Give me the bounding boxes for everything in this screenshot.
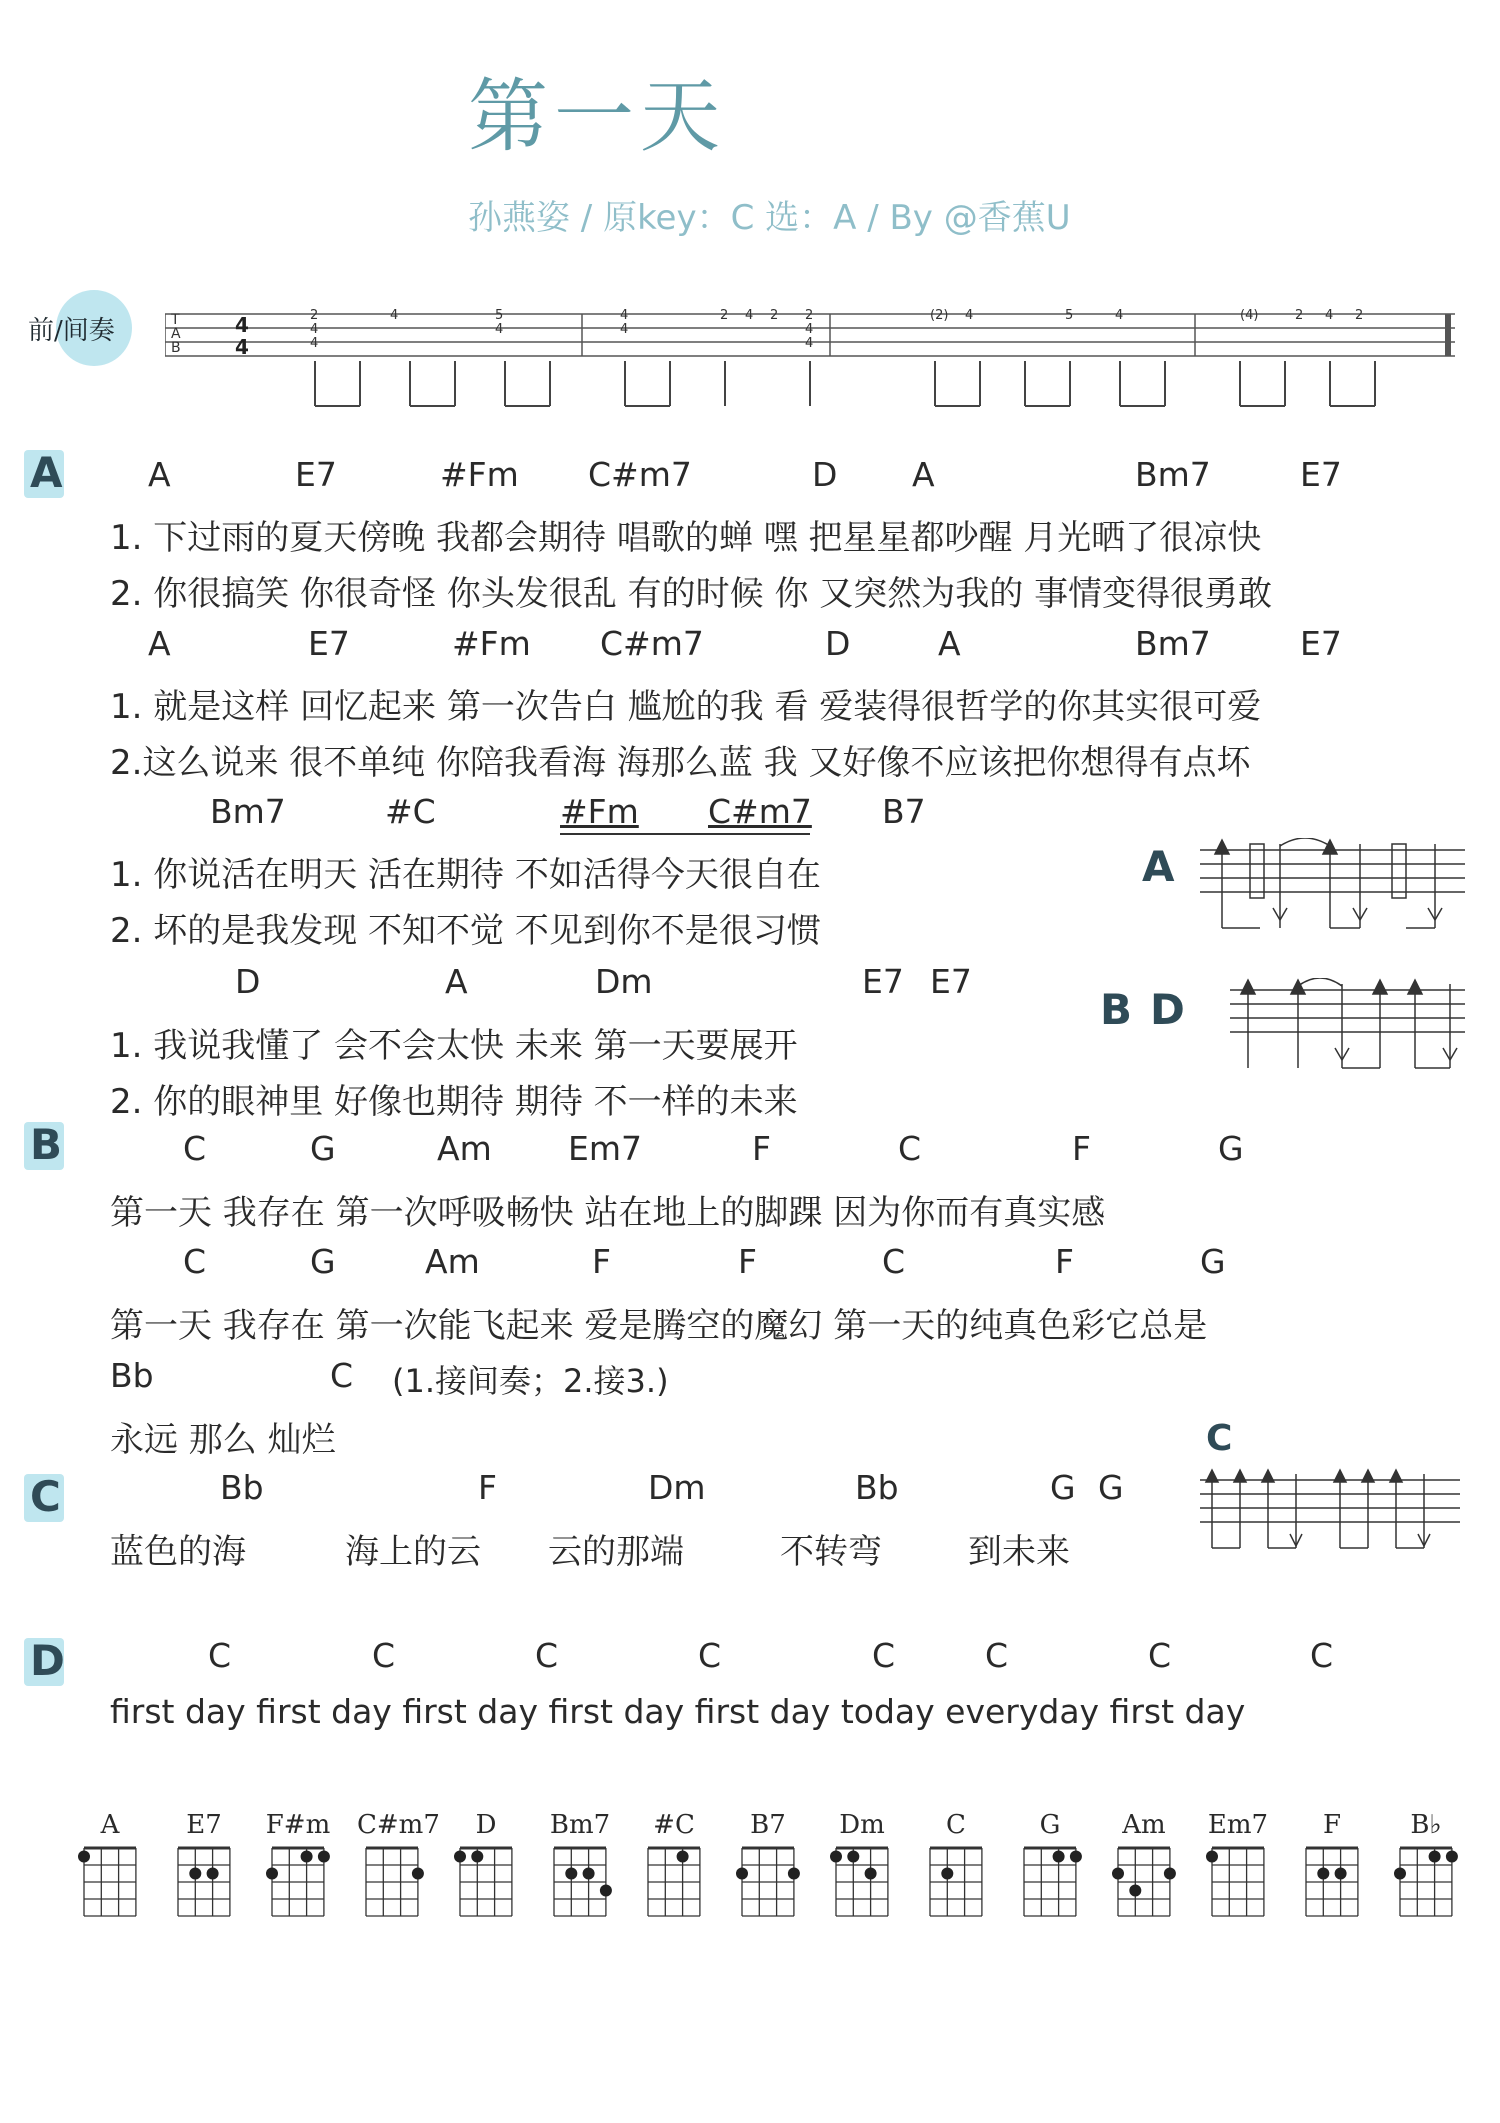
finger-dot xyxy=(736,1868,748,1880)
chord-diagram-name: B♭ xyxy=(1410,1810,1442,1840)
finger-dot xyxy=(565,1868,577,1880)
strum-label-A: A xyxy=(1142,842,1175,891)
song-subtitle: 孙燕姿 / 原key：C 选：A / By @香蕉U xyxy=(468,198,1071,238)
chord: #C xyxy=(385,792,436,831)
chord: Bm7 xyxy=(1135,624,1211,663)
chord-fretboard xyxy=(258,1844,338,1924)
lyric-line: first day first day first day first day first day today everyday first day xyxy=(110,1692,1246,1731)
chord: C xyxy=(872,1636,896,1675)
chord-diagram-name: B7 xyxy=(750,1810,786,1840)
chord: C xyxy=(985,1636,1009,1675)
lyric-line: 2. 坏的是我发现 不知不觉 不见到你不是很习惯 xyxy=(110,911,821,951)
chord: E7 xyxy=(1300,624,1342,663)
finger-dot xyxy=(941,1868,953,1880)
lyric-line: 第一天 我存在 第一次能飞起来 爱是腾空的魔幻 第一天的纯真色彩它总是 xyxy=(110,1306,1208,1346)
svg-text:2: 2 xyxy=(310,308,319,323)
chord: A xyxy=(148,624,171,663)
chord: C xyxy=(698,1636,722,1675)
strum-pattern-A xyxy=(1200,838,1465,938)
svg-text:4: 4 xyxy=(495,322,504,337)
finger-dot xyxy=(412,1868,424,1880)
svg-text:2: 2 xyxy=(1295,308,1304,323)
finger-dot xyxy=(1317,1868,1329,1880)
chord: F xyxy=(738,1242,757,1281)
intro-badge xyxy=(22,296,162,360)
section-label-A: A xyxy=(30,448,63,497)
chord: G xyxy=(310,1129,336,1168)
svg-text:4: 4 xyxy=(805,336,814,351)
lyric-line: 1. 下过雨的夏天傍晚 我都会期待 唱歌的蝉 嘿 把星星都吵醒 月光晒了很凉快 xyxy=(110,518,1262,558)
tab-B: B xyxy=(171,340,181,356)
chord: C xyxy=(1148,1636,1172,1675)
chord: C xyxy=(535,1636,559,1675)
lyric-phrase: 不转弯 xyxy=(780,1532,882,1572)
finger-dot xyxy=(301,1851,313,1863)
svg-text:4: 4 xyxy=(310,322,319,337)
finger-dot xyxy=(1070,1851,1082,1863)
chord: G xyxy=(1200,1242,1226,1281)
finger-dot xyxy=(1429,1851,1441,1863)
chord-diagram-name: Bm7 xyxy=(549,1810,611,1840)
chord: C xyxy=(330,1356,354,1395)
svg-text:4: 4 xyxy=(965,308,974,323)
lyric-line: 第一天 我存在 第一次呼吸畅快 站在地上的脚踝 因为你而有真实感 xyxy=(110,1193,1106,1233)
lyric-line: 2.这么说来 很不单纯 你陪我看海 海那么蓝 我 又好像不应该把你想得有点坏 xyxy=(110,743,1251,783)
chord: C xyxy=(372,1636,396,1675)
chord: D xyxy=(235,962,261,1001)
finger-dot xyxy=(454,1851,466,1863)
finger-dot xyxy=(600,1885,612,1897)
finger-dot xyxy=(207,1868,219,1880)
chord-diagram-name: F xyxy=(1322,1810,1342,1840)
chord: Dm xyxy=(648,1468,706,1507)
chord-fretboard xyxy=(70,1844,150,1924)
svg-text:4: 4 xyxy=(620,308,629,323)
lyric-line: 永远 那么 灿烂 xyxy=(110,1420,336,1460)
svg-text:4: 4 xyxy=(1325,308,1334,323)
section-label-C: C xyxy=(30,1472,61,1521)
svg-text:2: 2 xyxy=(720,308,729,323)
chord: Bm7 xyxy=(210,792,286,831)
chord: C#m7 xyxy=(588,455,692,494)
chord: C xyxy=(183,1129,207,1168)
chord-fretboard xyxy=(164,1844,244,1924)
finger-dot xyxy=(1112,1868,1124,1880)
lyric-phrase: 海上的云 xyxy=(345,1532,481,1572)
chord: G xyxy=(1218,1129,1244,1168)
svg-text:4: 4 xyxy=(620,322,629,337)
intro-label: 前/间奏 xyxy=(28,316,115,346)
chord: E7 xyxy=(1300,455,1342,494)
lyric-line: 2. 你很搞笑 你很奇怪 你头发很乱 有的时候 你 又突然为我的 事情变得很勇敢 xyxy=(110,574,1273,614)
section-label-B: B xyxy=(30,1120,63,1169)
chord-fretboard xyxy=(446,1844,526,1924)
lyric-line: 1. 就是这样 回忆起来 第一次告白 尴尬的我 看 爱装得很哲学的你其实很可爱 xyxy=(110,687,1262,727)
svg-text:2: 2 xyxy=(1355,308,1364,323)
finger-dot xyxy=(1394,1868,1406,1880)
chord: Am xyxy=(437,1129,492,1168)
svg-text:(2): (2) xyxy=(930,308,949,323)
tab-A: A xyxy=(171,326,181,342)
finger-dot xyxy=(1446,1851,1458,1863)
svg-text:4: 4 xyxy=(390,308,399,323)
finger-dot xyxy=(1164,1868,1176,1880)
chord-diagram-name: Dm xyxy=(839,1810,885,1840)
lyric-phrase: 到未来 xyxy=(968,1532,1070,1572)
section-label-D: D xyxy=(30,1636,65,1685)
chord: C#m7 xyxy=(708,792,812,831)
chord: F xyxy=(592,1242,611,1281)
lyric-phrase: 蓝色的海 xyxy=(110,1532,246,1572)
chord-fretboard xyxy=(634,1844,714,1924)
finger-dot xyxy=(847,1851,859,1863)
chord: #Fm xyxy=(560,792,639,831)
chord: Dm xyxy=(595,962,653,1001)
finger-dot xyxy=(583,1868,595,1880)
svg-text:(4): (4) xyxy=(1240,308,1259,323)
chord: A xyxy=(148,455,171,494)
time-sig-top: 4 xyxy=(235,313,249,337)
chord: Bb xyxy=(110,1356,154,1395)
chord: E7 xyxy=(308,624,350,663)
finger-dot xyxy=(318,1851,330,1863)
chord: D xyxy=(825,624,851,663)
finger-dot xyxy=(471,1851,483,1863)
chord-fretboard xyxy=(916,1844,996,1924)
chord: B7 xyxy=(882,792,926,831)
chord-diagram-name: C xyxy=(946,1810,966,1840)
chord: Bm7 xyxy=(1135,455,1211,494)
finger-dot xyxy=(865,1868,877,1880)
chord-diagram-name: A xyxy=(100,1810,120,1840)
chord-fretboard xyxy=(822,1844,902,1924)
svg-text:5: 5 xyxy=(1065,308,1074,323)
chord: Am xyxy=(425,1242,480,1281)
chord: G xyxy=(1098,1468,1124,1507)
finger-dot xyxy=(78,1851,90,1863)
chord: E7 xyxy=(295,455,337,494)
chord: Em7 xyxy=(568,1129,642,1168)
strum-label-C: C xyxy=(1206,1418,1233,1459)
chord: F xyxy=(1072,1129,1091,1168)
chord-diagram-name: #C xyxy=(653,1810,695,1840)
svg-text:2: 2 xyxy=(770,308,779,323)
tab-T: T xyxy=(171,312,180,328)
svg-text:4: 4 xyxy=(1115,308,1124,323)
repeat-note: (1.接间奏；2.接3.) xyxy=(392,1362,669,1400)
strum-pattern-C xyxy=(1200,1468,1460,1568)
chord-fretboard xyxy=(1104,1844,1184,1924)
chord: #Fm xyxy=(440,455,519,494)
chord-diagram-name: C#m7 xyxy=(357,1810,440,1840)
underline-group xyxy=(560,832,810,836)
chord: C#m7 xyxy=(600,624,704,663)
chord: Bb xyxy=(220,1468,264,1507)
finger-dot xyxy=(677,1851,689,1863)
chord-diagram-name: E7 xyxy=(186,1810,222,1840)
time-sig-bottom: 4 xyxy=(235,335,249,359)
chord-fretboard xyxy=(1010,1844,1090,1924)
chord: A xyxy=(912,455,935,494)
finger-dot xyxy=(266,1868,278,1880)
lyric-phrase: 云的那端 xyxy=(548,1532,684,1572)
chord: A xyxy=(445,962,468,1001)
chord: #Fm xyxy=(452,624,531,663)
chord-diagram-name: Em7 xyxy=(1207,1810,1269,1840)
chord: F xyxy=(1055,1242,1074,1281)
chord-fretboard xyxy=(1386,1844,1466,1924)
finger-dot xyxy=(830,1851,842,1863)
svg-text:4: 4 xyxy=(745,308,754,323)
chord: D xyxy=(812,455,838,494)
chord: F xyxy=(478,1468,497,1507)
chord-diagram-name: G xyxy=(1039,1810,1061,1840)
finger-dot xyxy=(1335,1868,1347,1880)
svg-text:4: 4 xyxy=(310,336,319,351)
chord-chart xyxy=(70,1810,1470,1930)
svg-text:5: 5 xyxy=(495,308,504,323)
chord-diagram-name: F#m xyxy=(265,1810,331,1840)
chord: G xyxy=(1050,1468,1076,1507)
chord: C xyxy=(882,1242,906,1281)
chord-fretboard xyxy=(728,1844,808,1924)
svg-text:2: 2 xyxy=(805,308,814,323)
chord: C xyxy=(1310,1636,1334,1675)
intro-tab-staff xyxy=(165,296,1455,416)
finger-dot xyxy=(1129,1885,1141,1897)
finger-dot xyxy=(189,1868,201,1880)
chord: A xyxy=(938,624,961,663)
lyric-line: 2. 你的眼神里 好像也期待 期待 不一样的未来 xyxy=(110,1082,798,1122)
chord-fretboard xyxy=(1198,1844,1278,1924)
chord: Bb xyxy=(855,1468,899,1507)
strum-pattern-BD xyxy=(1230,978,1465,1078)
chord-diagram-name: Am xyxy=(1122,1810,1166,1840)
chord: E7 xyxy=(930,962,972,1001)
chord: E7 xyxy=(862,962,904,1001)
strum-label-D: D xyxy=(1150,985,1185,1034)
finger-dot xyxy=(1206,1851,1218,1863)
svg-text:4: 4 xyxy=(805,322,814,337)
chord: C xyxy=(183,1242,207,1281)
finger-dot xyxy=(788,1868,800,1880)
finger-dot xyxy=(1053,1851,1065,1863)
chord: C xyxy=(898,1129,922,1168)
chord-fretboard xyxy=(352,1844,432,1924)
lyric-line: 1. 我说我懂了 会不会太快 未来 第一天要展开 xyxy=(110,1026,798,1066)
chord-fretboard xyxy=(1292,1844,1372,1924)
lyric-line: 1. 你说活在明天 活在期待 不如活得今天很自在 xyxy=(110,855,821,895)
chord-fretboard xyxy=(540,1844,620,1924)
song-title: 第一天 xyxy=(468,70,726,163)
strum-label-B: B xyxy=(1100,985,1133,1034)
chord: G xyxy=(310,1242,336,1281)
chord: F xyxy=(752,1129,771,1168)
chord-diagram-name: D xyxy=(475,1810,497,1840)
chord: C xyxy=(208,1636,232,1675)
